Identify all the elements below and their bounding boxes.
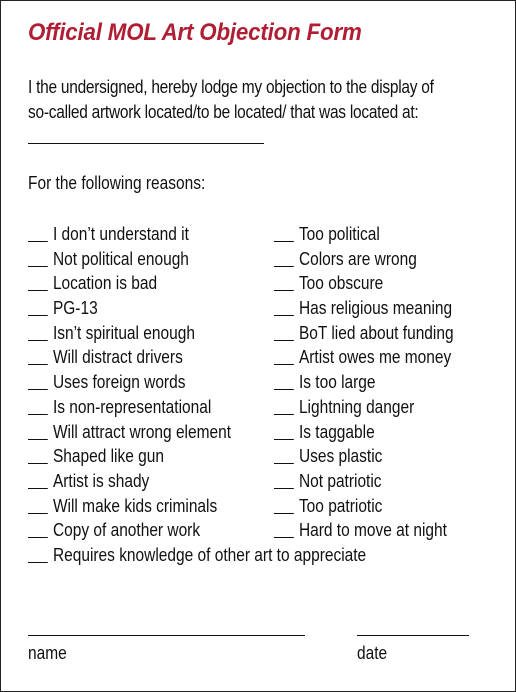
checkbox-blank[interactable] [274, 488, 294, 489]
checkbox-blank[interactable] [28, 389, 48, 390]
reason-item[interactable] [274, 395, 454, 420]
checkbox-blank[interactable] [274, 389, 294, 390]
checkbox-blank[interactable] [274, 463, 294, 464]
reason-item[interactable] [28, 370, 231, 395]
reason-label: Not patriotic [298, 470, 382, 491]
checkbox-blank[interactable] [28, 315, 48, 316]
reason-label: Hard to move at night [298, 520, 447, 541]
name-label: name [28, 643, 67, 663]
checkbox-blank[interactable] [274, 364, 294, 365]
reason-item[interactable] [274, 296, 454, 321]
intro-line-1: I the undersigned, hereby lodge my objection to the display of [28, 77, 434, 97]
reason-item[interactable] [28, 518, 231, 543]
checkbox-blank[interactable] [274, 290, 294, 291]
reason-item[interactable] [274, 370, 454, 395]
checkbox-blank[interactable] [28, 340, 48, 341]
reason-label: Artist owes me money [298, 347, 452, 368]
checkbox-blank[interactable] [274, 513, 294, 514]
reason-label: Copy of another work [52, 520, 201, 541]
reason-label: Will make kids criminals [52, 495, 218, 516]
form-title: Official MOL Art Objection Form [28, 19, 362, 46]
reason-label: Location is bad [52, 273, 158, 294]
reason-label: Uses plastic [298, 446, 383, 467]
reason-item-full-width[interactable] [28, 543, 366, 568]
date-label: date [357, 643, 388, 663]
checkbox-blank[interactable] [28, 414, 48, 415]
name-signature-line[interactable] [28, 635, 305, 636]
reason-label: Artist is shady [52, 470, 150, 491]
reason-label: Uses foreign words [52, 372, 186, 393]
reason-label: Requires knowledge of other art to appreciate [52, 545, 367, 565]
reason-label: Is taggable [298, 421, 375, 442]
reason-label: Will distract drivers [52, 347, 183, 368]
reason-label: Too obscure [298, 273, 384, 294]
reason-item[interactable] [28, 222, 231, 247]
reason-item[interactable] [274, 247, 454, 272]
reason-label: Will attract wrong element [52, 421, 232, 442]
reason-item[interactable] [28, 247, 231, 272]
reason-item[interactable] [274, 420, 454, 445]
reasons-right-column [274, 222, 483, 543]
reason-label: Lightning danger [298, 396, 415, 417]
reason-item[interactable] [28, 345, 231, 370]
intro-line-2: so-called artwork located/to be located/ that was located at: [28, 101, 419, 122]
checkbox-blank[interactable] [28, 537, 48, 538]
intro-statement [28, 75, 432, 124]
reason-item[interactable] [28, 321, 231, 346]
reason-label: Not political enough [52, 248, 189, 269]
reason-label: I don’t understand it [52, 224, 189, 244]
reason-label: Isn’t spiritual enough [52, 322, 195, 343]
checkbox-blank[interactable] [274, 340, 294, 341]
checkbox-blank[interactable] [28, 266, 48, 267]
reason-item[interactable] [28, 420, 231, 445]
reason-label: Is too large [298, 372, 376, 393]
reason-item[interactable] [274, 222, 454, 247]
reason-item[interactable] [274, 518, 454, 543]
reasons-heading: For the following reasons: [28, 173, 206, 193]
checkbox-blank[interactable] [274, 266, 294, 267]
reason-label: PG-13 [52, 298, 98, 319]
reason-item[interactable] [274, 444, 454, 469]
checkbox-blank[interactable] [28, 488, 48, 489]
reason-item[interactable] [28, 494, 231, 519]
reason-label: Too patriotic [298, 495, 383, 516]
reason-item[interactable] [274, 321, 454, 346]
reason-item[interactable] [274, 345, 454, 370]
location-blank[interactable] [28, 143, 264, 144]
reason-label: Colors are wrong [298, 248, 417, 269]
reason-item[interactable] [28, 296, 231, 321]
reason-item[interactable] [274, 271, 454, 296]
reason-item[interactable] [28, 271, 231, 296]
reason-item[interactable] [28, 395, 231, 420]
checkbox-blank[interactable] [274, 537, 294, 538]
checkbox-blank[interactable] [28, 439, 48, 440]
checkbox-blank[interactable] [274, 414, 294, 415]
checkbox-blank[interactable] [28, 241, 48, 242]
date-line[interactable] [357, 635, 469, 636]
reason-label: Shaped like gun [52, 446, 164, 467]
reason-label: Too political [298, 224, 380, 244]
checkbox-blank[interactable] [28, 562, 48, 563]
checkbox-blank[interactable] [28, 513, 48, 514]
checkbox-blank[interactable] [28, 290, 48, 291]
checkbox-blank[interactable] [28, 364, 48, 365]
checkbox-blank[interactable] [274, 439, 294, 440]
reason-item[interactable] [274, 494, 454, 519]
reason-label: Has religious meaning [298, 298, 453, 319]
checkbox-blank[interactable] [28, 463, 48, 464]
reasons-left-column [28, 222, 264, 543]
reason-item[interactable] [28, 444, 231, 469]
reason-item[interactable] [28, 469, 231, 494]
checkbox-blank[interactable] [274, 241, 294, 242]
reason-label: BoT lied about funding [298, 322, 454, 343]
checkbox-blank[interactable] [274, 315, 294, 316]
reason-label: Is non-representational [52, 396, 212, 417]
reason-item[interactable] [274, 469, 454, 494]
